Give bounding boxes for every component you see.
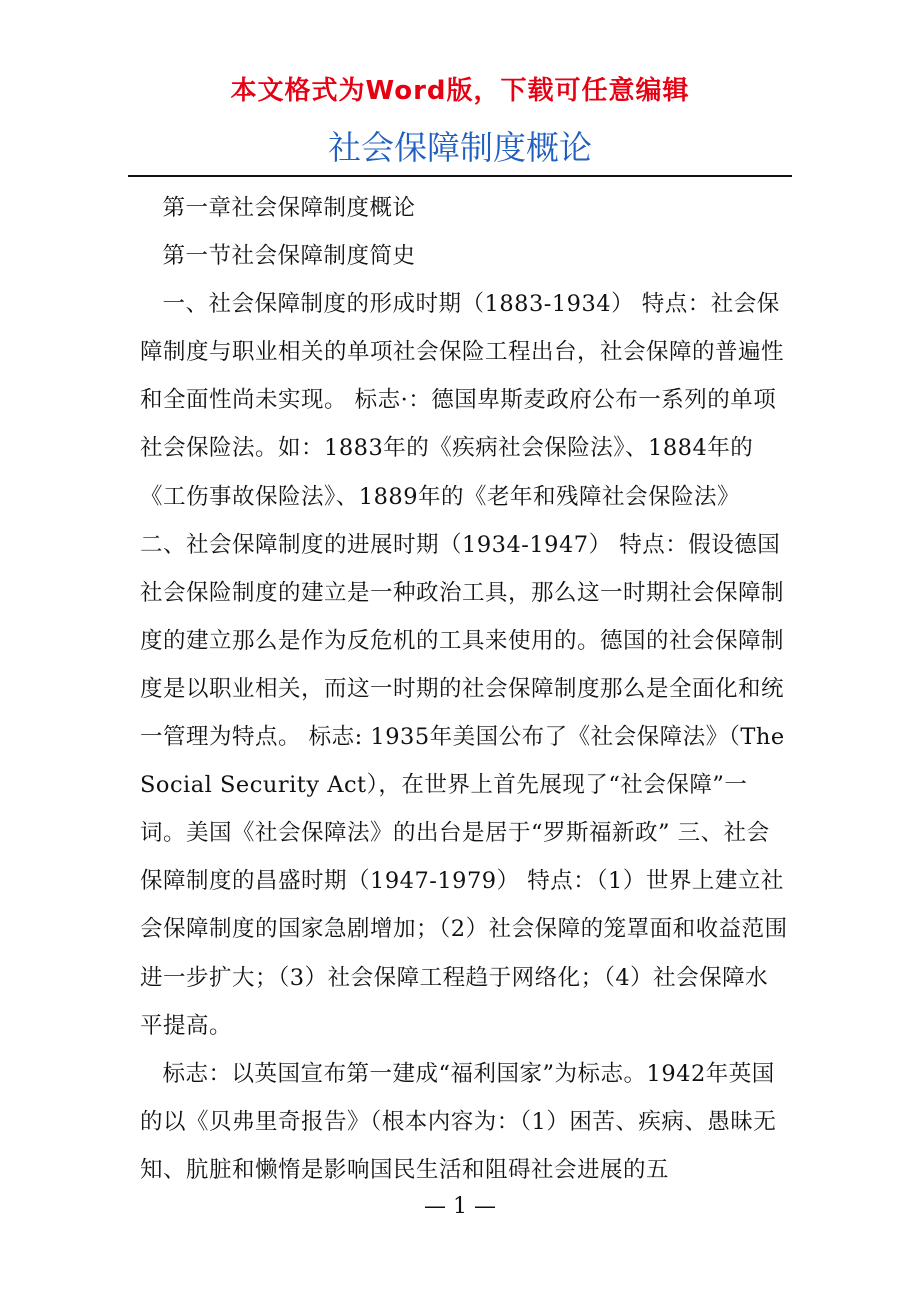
document-title: 社会保障制度概论: [328, 128, 592, 167]
download-notice-banner: 本文格式为Word版，下载可任意编辑: [230, 76, 690, 106]
page-number: — 1 —: [424, 1194, 496, 1219]
section-heading: 第一节社会保障制度简史: [162, 243, 416, 270]
chapter-heading: 第一章社会保障制度概论: [162, 195, 416, 221]
body-paragraph: 一、社会保障制度的形成时期（1883-1934） 特点：社会保障制度与职业相关的单项社会保险工程出台，社会保障的普遍性和全面性尚未实现。 标志·：德国卑斯麦政府公布一系列的单项社会保险法。如：1883年的《疾病社会保险法》、1884年的《工伤事故保险法》、1889年的《老年和残障社会保险法》 二、社会保障制度的进展时期（1934-1947） 特点：假设德国社会保险制度的建立是一种政治工具，那么这一时期社会保障制度的建立那么是作为反危机的工具来使用的。德国的社会保障制度是以职业相关，而这一时期的社会保障制度那么是全面化和统一管理为特点。 标志: 1935年美国公布了《社会保障法》（The Social Security Act），在世界上首先展现了“社会保障”一词。美国《社会保障法》的出台是居于“罗斯福新政” 三、社会保障制度的昌盛时期（1947-1979） 特点：（1）世界上建立社会保障制度的国家急剧增加；（2）社会保障的笼罩面和收益范围进一步扩大；（3）社会保障工程趋于网络化；（4）社会保障水平提高。: [140, 291, 788, 1039]
body-paragraph: 标志：以英国宣布第一建成“福利国家”为标志。1942年英国的以《贝弗里奇报告》（根本内容为：（1）困苦、疾病、愚昧无知、肮脏和懒惰是影响国民生活和阻碍社会进展的五: [140, 1060, 777, 1183]
document-body: [140, 184, 790, 1194]
title-divider: [128, 175, 792, 177]
